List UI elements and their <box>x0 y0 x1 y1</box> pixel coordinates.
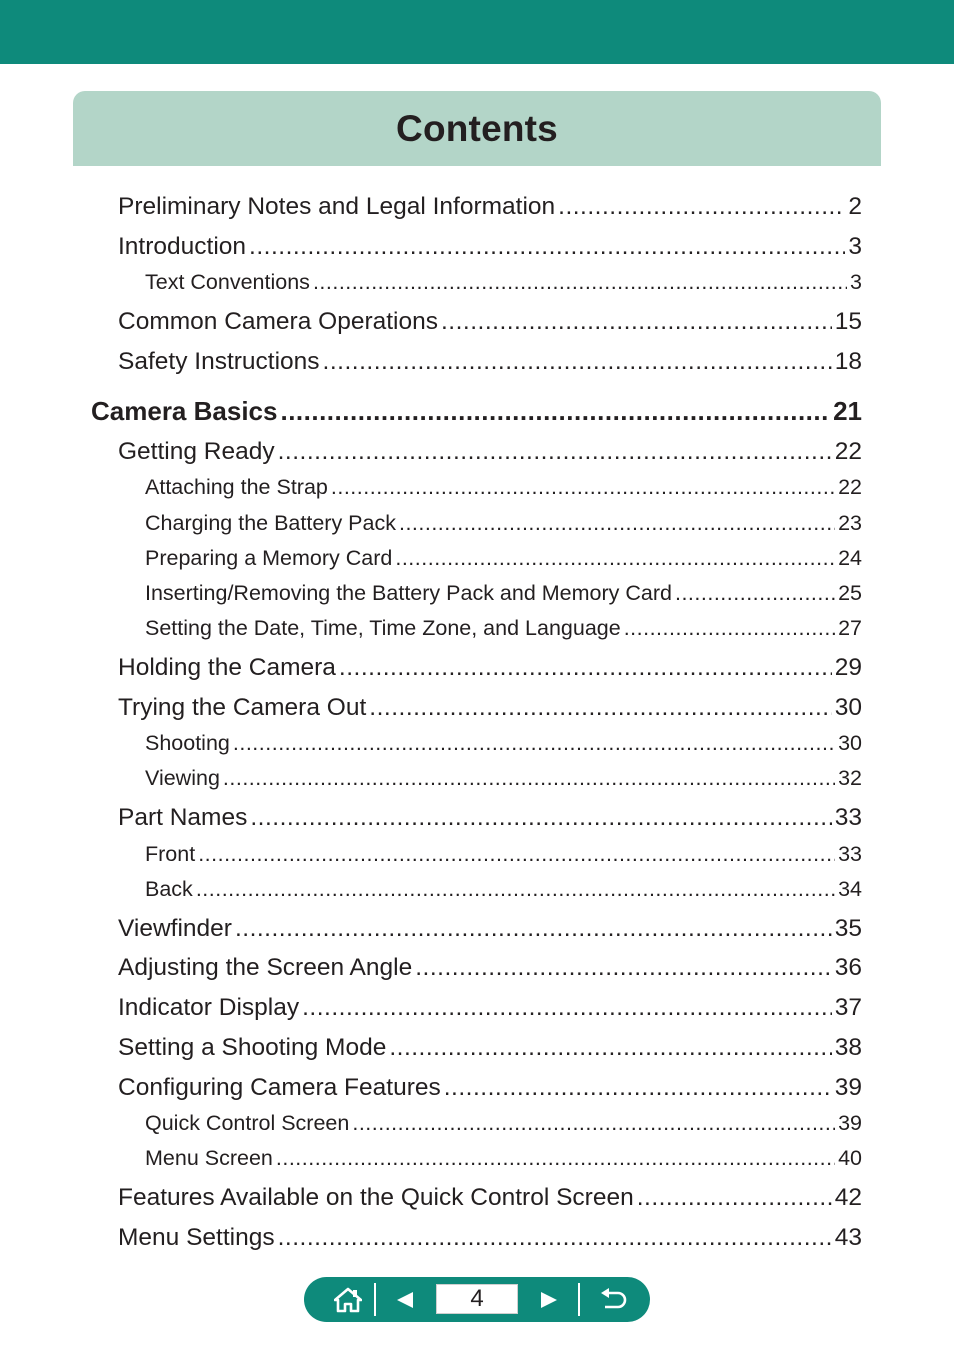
toc-leader-dots <box>249 233 845 261</box>
toc-section-entry[interactable] <box>118 915 862 943</box>
toc-entry-label: Safety Instructions <box>118 348 320 375</box>
toc-entry-label: Viewing <box>145 766 220 790</box>
toc-entry-label: Camera Basics <box>91 396 278 426</box>
toc-entry-label: Setting the Date, Time, Time Zone, and Language <box>145 616 621 640</box>
toc-page-number: 2 <box>848 193 862 220</box>
toc-leader-dots <box>302 994 832 1022</box>
toc-leader-dots <box>276 1146 835 1171</box>
toc-subsection-entry[interactable] <box>145 616 862 641</box>
toc-entry-label: Common Camera Operations <box>118 308 438 335</box>
toc-entry-label: Attaching the Strap <box>145 475 328 499</box>
toc-leader-dots <box>323 348 832 376</box>
toc-page-number: 30 <box>838 731 862 755</box>
return-button[interactable] <box>588 1277 638 1322</box>
page-title: Contents <box>396 107 558 149</box>
toc-leader-dots <box>399 511 835 536</box>
toc-page-number: 35 <box>834 915 862 942</box>
toc-leader-dots <box>313 270 847 295</box>
toc-page-number: 40 <box>838 1146 862 1170</box>
toc-page-number: 43 <box>834 1224 862 1251</box>
toc-page-number: 38 <box>834 1034 862 1061</box>
toc-entry-label: Indicator Display <box>118 994 300 1021</box>
toc-leader-dots <box>675 581 835 606</box>
toc-section-entry[interactable] <box>118 694 862 722</box>
toc-subsection-entry[interactable] <box>145 731 862 756</box>
toc-section-entry[interactable] <box>118 804 862 832</box>
toc-page-number: 33 <box>838 842 862 866</box>
toc-section-entry[interactable] <box>118 1074 862 1102</box>
toc-leader-dots <box>352 1111 835 1136</box>
toc-section-entry[interactable] <box>118 654 862 682</box>
toc-leader-dots <box>441 308 832 336</box>
toc-leader-dots <box>637 1184 832 1212</box>
toc-entry-label: Adjusting the Screen Angle <box>118 954 413 981</box>
toc-subsection-entry[interactable] <box>145 546 862 571</box>
current-page-field[interactable] <box>436 1284 518 1314</box>
toc-subsection-entry[interactable] <box>145 581 862 606</box>
toc-leader-dots <box>624 616 835 641</box>
toc-subsection-entry[interactable] <box>145 511 862 536</box>
toc-page-number: 22 <box>834 438 862 465</box>
next-page-button[interactable] <box>526 1277 572 1322</box>
toc-page-number: 22 <box>838 475 862 499</box>
toc-entry-label: Shooting <box>145 731 230 755</box>
toc-section-entry[interactable] <box>118 1184 862 1212</box>
toc-entry-label: Part Names <box>118 804 248 831</box>
nav-separator <box>578 1283 580 1316</box>
toc-page-number: 3 <box>848 233 862 260</box>
toc-leader-dots <box>235 915 832 943</box>
toc-leader-dots <box>196 877 835 902</box>
toc-entry-label: Inserting/Removing the Battery Pack and Memory Card <box>145 581 672 605</box>
toc-leader-dots <box>280 396 830 427</box>
toc-entry-label: Trying the Camera Out <box>118 694 367 721</box>
toc-leader-dots <box>198 842 835 867</box>
toc-page-number: 29 <box>834 654 862 681</box>
triangle-right-icon <box>539 1291 559 1309</box>
toc-entry-label: Configuring Camera Features <box>118 1074 441 1101</box>
toc-section-entry[interactable] <box>118 233 862 261</box>
toc-page-number: 37 <box>834 994 862 1021</box>
toc-entry-label: Setting a Shooting Mode <box>118 1034 387 1061</box>
toc-page-number: 30 <box>834 694 862 721</box>
toc-section-entry[interactable] <box>118 1224 862 1252</box>
toc-leader-dots <box>444 1074 832 1102</box>
toc-leader-dots <box>278 438 832 466</box>
toc-section-entry[interactable] <box>118 994 862 1022</box>
toc-subsection-entry[interactable] <box>145 1111 862 1136</box>
toc-subsection-entry[interactable] <box>145 475 862 500</box>
toc-subsection-entry[interactable] <box>145 1146 862 1171</box>
toc-leader-dots <box>250 804 831 832</box>
toc-leader-dots <box>558 193 845 221</box>
home-button[interactable] <box>324 1277 372 1322</box>
toc-entry-label: Holding the Camera <box>118 654 336 681</box>
toc-page-number: 39 <box>838 1111 862 1135</box>
toc-page-number: 15 <box>834 308 862 335</box>
toc-subsection-entry[interactable] <box>145 877 862 902</box>
toc-leader-dots <box>369 694 831 722</box>
toc-leader-dots <box>389 1034 831 1062</box>
toc-leader-dots <box>395 546 835 571</box>
toc-page-number: 3 <box>850 270 862 294</box>
triangle-left-icon <box>395 1291 415 1309</box>
toc-section-entry[interactable] <box>118 308 862 336</box>
toc-entry-label: Viewfinder <box>118 915 232 942</box>
toc-section-entry[interactable] <box>118 438 862 466</box>
toc-entry-label: Front <box>145 842 196 866</box>
toc-page-number: 33 <box>834 804 862 831</box>
toc-subsection-entry[interactable] <box>145 842 862 867</box>
toc-page-number: 18 <box>834 348 862 375</box>
toc-page-number: 42 <box>834 1184 862 1211</box>
toc-page-number: 34 <box>838 877 862 901</box>
top-header-bar <box>0 0 954 64</box>
current-page-number: 4 <box>470 1285 484 1312</box>
page-navigation-bar <box>304 1277 650 1322</box>
toc-page-number: 39 <box>834 1074 862 1101</box>
toc-entry-label: Back <box>145 877 193 901</box>
previous-page-button[interactable] <box>382 1277 428 1322</box>
toc-entry-label: Menu Screen <box>145 1146 273 1170</box>
toc-subsection-entry[interactable] <box>145 766 862 791</box>
toc-entry-label: Features Available on the Quick Control Screen <box>118 1184 634 1211</box>
toc-leader-dots <box>223 766 835 791</box>
toc-entry-label: Preliminary Notes and Legal Information <box>118 193 556 220</box>
toc-entry-label: Getting Ready <box>118 438 275 465</box>
toc-section-entry[interactable] <box>118 954 862 982</box>
toc-entry-label: Quick Control Screen <box>145 1111 350 1135</box>
nav-separator <box>374 1283 376 1316</box>
toc-leader-dots <box>233 731 835 756</box>
toc-entry-label: Menu Settings <box>118 1224 275 1251</box>
toc-page-number: 21 <box>833 396 862 426</box>
toc-entry-label: Charging the Battery Pack <box>145 511 396 535</box>
toc-page-number: 24 <box>838 546 862 570</box>
toc-leader-dots <box>278 1224 832 1252</box>
toc-subsection-entry[interactable] <box>145 270 862 295</box>
toc-section-entry[interactable] <box>118 193 862 221</box>
toc-entry-label: Preparing a Memory Card <box>145 546 393 570</box>
toc-section-entry[interactable] <box>118 1034 862 1062</box>
toc-page-number: 23 <box>838 511 862 535</box>
toc-page-number: 25 <box>838 581 862 605</box>
toc-entry-label: Introduction <box>118 233 247 260</box>
toc-entry-label: Text Conventions <box>145 270 310 294</box>
toc-page-number: 32 <box>838 766 862 790</box>
toc-leader-dots <box>339 654 832 682</box>
toc-leader-dots <box>415 954 832 982</box>
toc-chapter-entry[interactable] <box>91 396 862 427</box>
contents-title-box <box>73 91 881 166</box>
toc-section-entry[interactable] <box>118 348 862 376</box>
toc-page-number: 36 <box>834 954 862 981</box>
home-icon <box>334 1287 362 1313</box>
toc-leader-dots <box>331 475 835 500</box>
toc-page-number: 27 <box>838 616 862 640</box>
return-arrow-icon <box>599 1288 627 1312</box>
